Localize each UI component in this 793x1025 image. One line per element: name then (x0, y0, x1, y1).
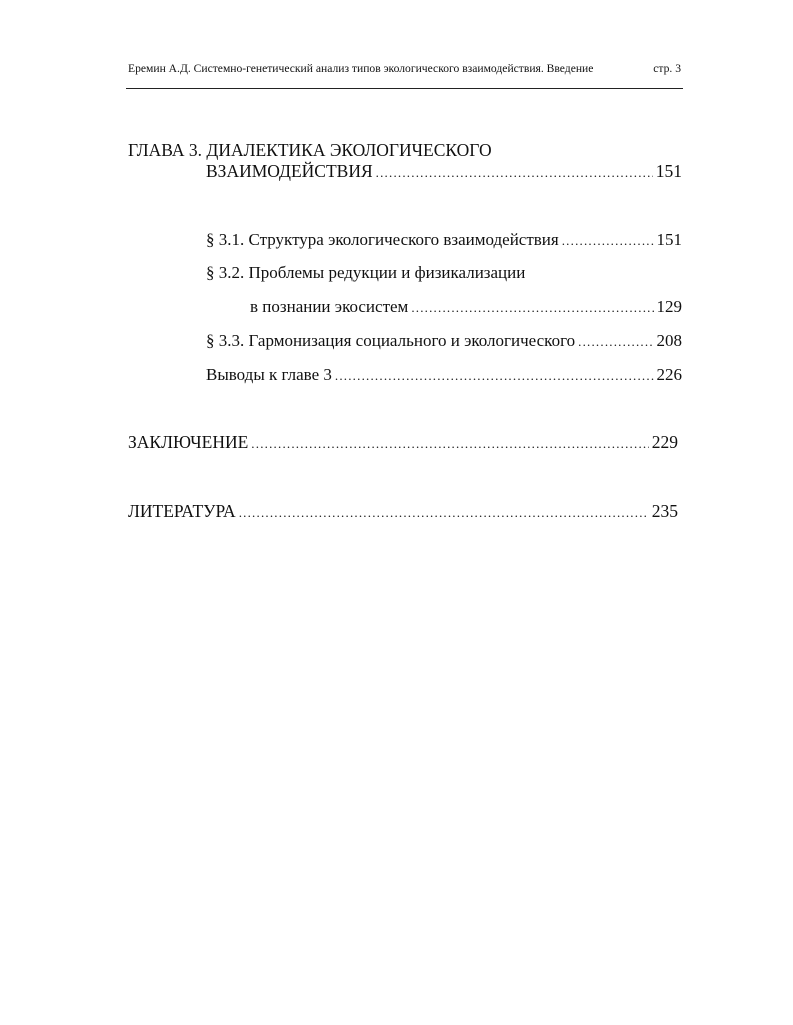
toc-chapter3-title-line1: ГЛАВА 3. ДИАЛЕКТИКА ЭКОЛОГИЧЕСКОГО (128, 140, 492, 160)
toc-chapter3-conclusions-page: 226 (656, 365, 682, 384)
toc-entry-section-3-2 (250, 297, 682, 318)
toc-leader-dots (251, 434, 648, 454)
toc-entry-conclusion (128, 432, 678, 454)
toc-entry-literature (128, 501, 678, 523)
toc-entry-chapter3-conclusions (206, 365, 682, 386)
toc-chapter3-title-line2: ВЗАИМОДЕЙСТВИЯ (206, 161, 373, 181)
toc-literature-label: ЛИТЕРАТУРА (128, 501, 236, 521)
toc-leader-dots (335, 366, 654, 386)
toc-leader-dots (562, 231, 654, 251)
toc-chapter3-page: 151 (655, 161, 682, 181)
toc-section-3-1-page: 151 (656, 230, 682, 249)
toc-leader-dots (578, 332, 653, 352)
toc-literature-page: 235 (651, 501, 678, 521)
toc-conclusion-label: ЗАКЛЮЧЕНИЕ (128, 432, 249, 452)
header-rule (126, 88, 683, 89)
toc-entry-section-3-1 (206, 230, 682, 251)
toc-section-3-1-label: § 3.1. Структура экологического взаимодействия (206, 230, 559, 249)
toc-section-3-2-page: 129 (656, 297, 682, 316)
toc-chapter3-conclusions-label: Выводы к главе 3 (206, 365, 332, 384)
toc-section-3-2-label-line1: § 3.2. Проблемы редукции и физикализации (206, 263, 526, 282)
toc-section-3-3-label: § 3.3. Гармонизация социального и экологического (206, 331, 576, 350)
running-header (128, 62, 681, 76)
toc-conclusion-page: 229 (651, 432, 678, 452)
header-title: Еремин А.Д. Системно-генетический анализ типов экологического взаимодействия. Введение (128, 62, 594, 75)
toc-section-3-3-page: 208 (656, 331, 682, 350)
toc-entry-section-3-3 (206, 331, 682, 352)
toc-leader-dots (376, 163, 653, 183)
toc-section-3-2-label-line2: в познании экосистем (250, 297, 409, 316)
toc-leader-dots (239, 503, 649, 523)
toc-entry-chapter3 (206, 161, 682, 183)
toc-leader-dots (411, 298, 653, 318)
header-page-number: стр. 3 (653, 62, 681, 75)
